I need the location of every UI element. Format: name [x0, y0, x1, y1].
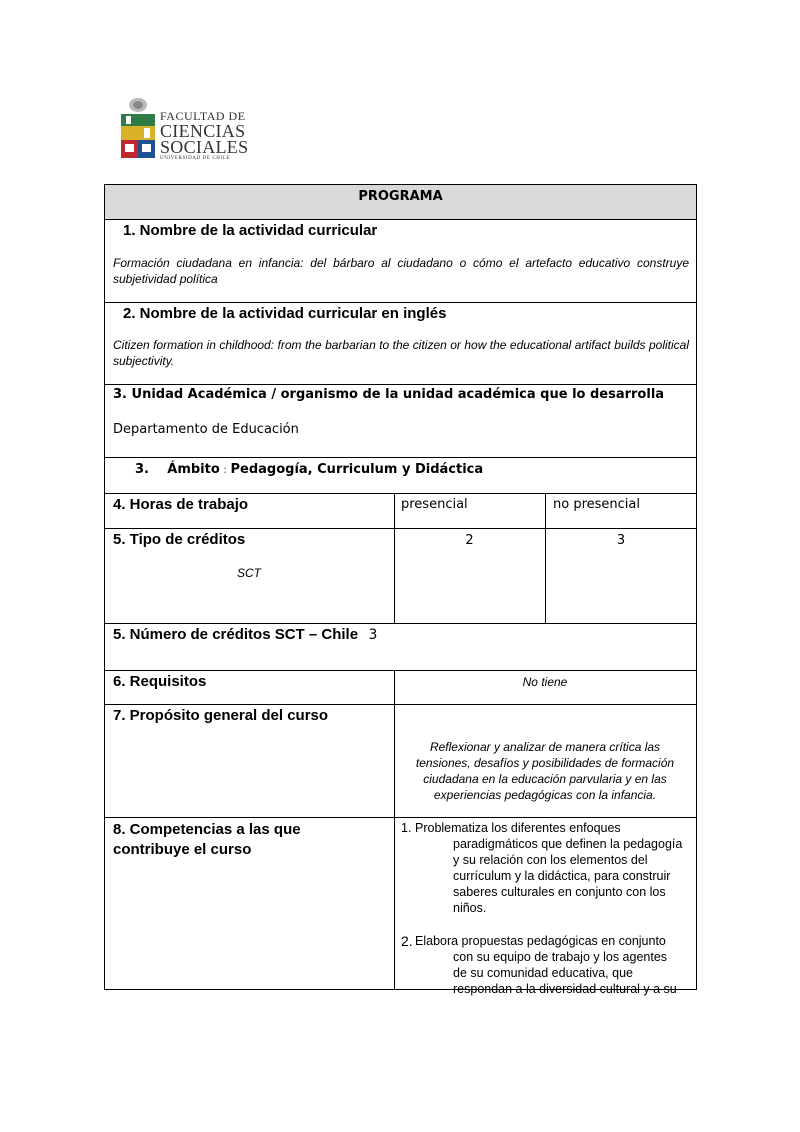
competencias-label	[113, 820, 301, 860]
ambito-label: Ámbito	[167, 462, 220, 477]
competencia-2-line: de su comunidad educativa, que	[453, 966, 633, 980]
competencia-1-line: paradigmáticos que definen la pedagogía	[453, 837, 683, 851]
sct-row	[105, 624, 696, 671]
section-1-label: 1. Nombre de la actividad curricular	[123, 222, 378, 239]
col-divider-right	[545, 494, 546, 624]
competencia-2-first: Elabora propuestas pedagógicas en conjunto	[415, 934, 666, 948]
logo-text	[160, 110, 248, 162]
logo-line4: UNIVERSIDAD DE CHILE	[160, 156, 231, 161]
horas-label: 4. Horas de trabajo	[113, 496, 249, 513]
competencia-item-2	[401, 933, 696, 997]
ambito-value: Pedagogía, Curriculum y Didáctica	[230, 462, 484, 477]
section-2-label: 2. Nombre de la actividad curricular en inglés	[123, 305, 447, 322]
sct-label: 5. Número de créditos SCT – Chile	[113, 626, 359, 643]
horas-presencial: presencial	[401, 497, 468, 512]
proposito-line: Reflexionar y analizar de manera crítica las	[429, 740, 661, 754]
section-2-value: Citizen formation in childhood: from the barbarian to the citizen or how the educational artifact builds political subjectivity.	[113, 338, 689, 368]
competencia-1-num: 1.	[401, 821, 412, 835]
creditos-type: SCT	[237, 566, 261, 580]
ambito-line	[135, 462, 483, 477]
ambito-sep: :	[219, 463, 231, 476]
program-table	[104, 184, 697, 996]
proposito-line: ciudadana en la educación parvularia y en las	[423, 772, 667, 786]
logo-line1: FACULTAD DE	[160, 109, 246, 123]
sct-line	[113, 626, 377, 644]
requisitos-row	[105, 671, 696, 705]
competencia-1-line: y su relación con los elementos del	[453, 853, 648, 867]
competencias-label-line2: contribuye el curso	[113, 841, 252, 858]
proposito-line: tensiones, desafíos y posibilidades de formación	[415, 756, 675, 770]
section-2	[105, 303, 696, 385]
section-1-value: Formación ciudadana en infancia: del bárbaro al ciudadano o cómo el artefacto educativo construye subjetividad política	[113, 256, 689, 286]
horas-row	[105, 494, 696, 529]
proposito-line: experiencias pedagógicas con la infancia.	[433, 788, 657, 802]
section-1	[105, 220, 696, 303]
horas-no-presencial: no presencial	[553, 497, 640, 512]
creditos-presencial-value: 2	[465, 533, 474, 548]
title-row	[105, 185, 696, 220]
creditos-label: 5. Tipo de créditos	[113, 531, 246, 548]
creditos-no-presencial-value: 3	[616, 533, 626, 548]
faculty-logo	[118, 96, 250, 166]
logo-line2: CIENCIAS	[160, 121, 246, 141]
competencia-1-line: currículum y la didáctica, para construir	[453, 869, 671, 883]
logo-line3: SOCIALES	[160, 137, 249, 157]
section-3-label: 3. Unidad Académica / organismo de la unidad académica que lo desarrolla	[113, 387, 665, 402]
creditos-row	[105, 529, 696, 624]
requisitos-label: 6. Requisitos	[113, 673, 207, 690]
section-3	[105, 385, 696, 458]
competencias-row	[105, 818, 696, 996]
proposito-row	[105, 705, 696, 818]
competencias-label-line1: 8. Competencias a las que	[113, 821, 301, 838]
requisitos-value: No tiene	[522, 675, 568, 689]
proposito-text	[394, 739, 696, 803]
sct-value: 3	[368, 627, 378, 643]
competencia-1-line: saberes culturales en conjunto con los	[453, 885, 666, 899]
col-divider-left	[394, 494, 395, 624]
competencia-2-line: respondan a la diversidad cultural y a su	[453, 982, 677, 996]
program-title: PROGRAMA	[358, 189, 443, 204]
ambito-num: 3.	[135, 462, 149, 477]
section-3-value: Departamento de Educación	[113, 422, 299, 437]
ambito-row	[105, 458, 696, 494]
proposito-label: 7. Propósito general del curso	[113, 707, 329, 724]
university-crest-icon	[118, 96, 158, 164]
competencia-2-num: 2.	[401, 933, 413, 949]
competencia-1-first: Problematiza los diferentes enfoques	[415, 821, 621, 835]
competencia-2-line: con su equipo de trabajo y los agentes	[453, 950, 668, 964]
col-divider-left-lower	[394, 671, 395, 989]
competencia-item-1	[401, 820, 696, 916]
competencia-1-line: niños.	[453, 901, 487, 915]
